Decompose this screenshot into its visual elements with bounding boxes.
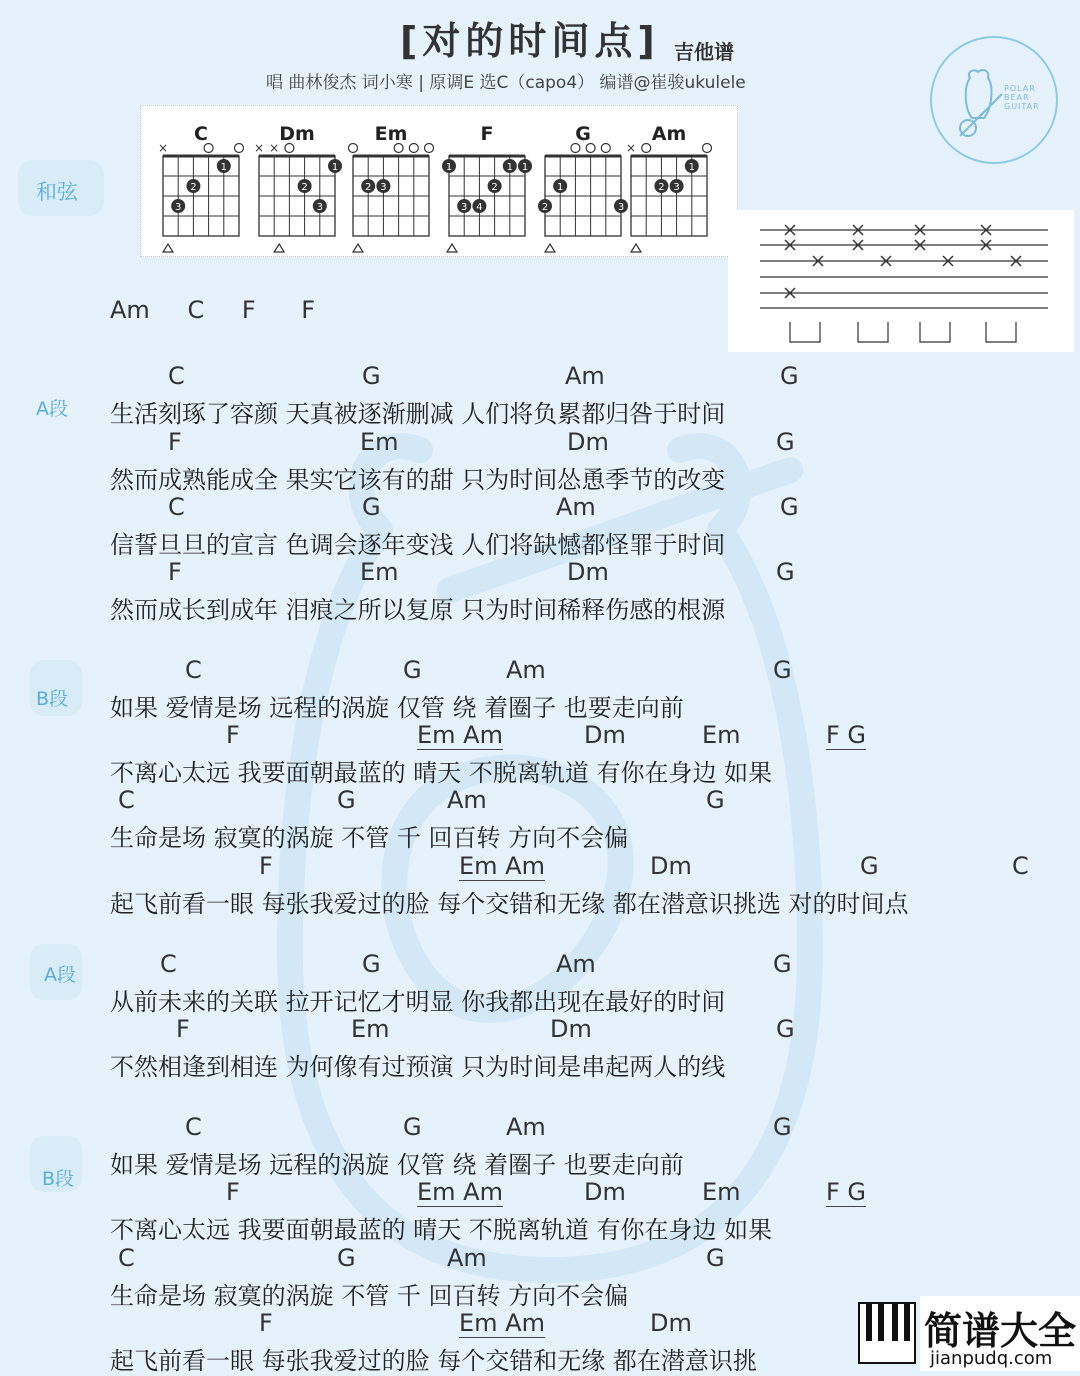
chord-label: Em Am	[417, 721, 503, 749]
open-string-mark	[349, 144, 358, 153]
section-tag-b: B段	[42, 1168, 75, 1190]
intro-chords	[110, 296, 315, 324]
lyric-line: 生活刻琢了容颜 天真被逐渐删减 人们将负累都归咎于时间	[110, 400, 726, 428]
chord-label: Em Am	[417, 1178, 503, 1206]
chord-label: F	[168, 428, 182, 456]
chord-label: G	[780, 362, 799, 390]
chord-label: C	[160, 950, 177, 978]
section-tag-a: A段	[44, 964, 76, 986]
chord-label: G	[773, 656, 792, 684]
open-string-mark	[425, 144, 434, 153]
finger-number: 3	[673, 182, 680, 193]
chord-label: C	[1012, 852, 1029, 880]
intro-chord: C	[187, 296, 205, 324]
chord-label: F	[168, 558, 182, 586]
chord-label: F	[226, 1178, 240, 1206]
mute-mark: ×	[625, 141, 637, 155]
lyric-line: 从前未来的关联 拉开记忆才明显 你我都出现在最好的时间	[110, 988, 726, 1016]
chord-label: Em	[702, 721, 741, 749]
chord-name: G	[575, 123, 591, 145]
chord-name: Dm	[279, 123, 315, 145]
chord-label: F	[176, 1015, 190, 1043]
finger-number: 1	[220, 162, 227, 173]
root-marker	[274, 244, 284, 252]
chord-label: G	[403, 1113, 422, 1141]
chord-label: Em	[351, 1015, 390, 1043]
finger-number: 1	[506, 162, 513, 173]
chord-label: G	[403, 656, 422, 684]
chord-label: C	[185, 656, 202, 684]
finger-number: 2	[301, 182, 308, 193]
chord-diagram-panel	[140, 105, 738, 257]
intro-chord: Am	[110, 296, 150, 324]
finger-number: 2	[541, 202, 549, 213]
section-tag-a: A段	[36, 398, 68, 420]
root-marker	[353, 244, 363, 252]
open-string-mark	[204, 144, 213, 153]
finger-number: 1	[331, 162, 339, 173]
lyric-line: 不离心太远 我要面朝最蓝的 晴天 不脱离轨道 有你在身边 如果	[110, 1216, 773, 1244]
chord-name: Em	[374, 123, 408, 145]
chord-label: G	[776, 558, 795, 586]
chord-label: G	[362, 950, 381, 978]
chord-label: C	[118, 786, 135, 814]
chord-label: Dm	[650, 1309, 692, 1337]
chord-label: G	[776, 428, 795, 456]
finger-number: 3	[380, 182, 387, 193]
chord-label: G	[776, 1015, 795, 1043]
finger-number: 3	[461, 202, 468, 213]
lyric-line: 不然相逢到相连 为何像有过预演 只为时间是串起两人的线	[110, 1053, 726, 1081]
chord-label: C	[185, 1113, 202, 1141]
chord-label: G	[773, 950, 792, 978]
chord-label: Em	[702, 1178, 741, 1206]
chord-label: Dm	[650, 852, 692, 880]
chord-label: C	[118, 1244, 135, 1272]
lyric-line: 然而成熟能成全 果实它该有的甜 只为时间怂恿季节的改变	[110, 466, 726, 494]
chord-label: F G	[826, 721, 867, 749]
mute-mark: ×	[157, 141, 169, 155]
strum-pattern-icon	[728, 210, 1074, 352]
lyric-line: 如果 爱情是场 远程的涡旋 仅管 绕 着圈子 也要走向前	[110, 694, 684, 722]
finger-number: 2	[190, 182, 197, 193]
open-string-mark	[703, 144, 712, 153]
chord-label: G	[780, 493, 799, 521]
open-string-mark	[235, 144, 244, 153]
finger-number: 2	[491, 182, 498, 193]
chord-label: Em	[360, 558, 399, 586]
root-marker	[545, 244, 555, 252]
chord-label: Am	[556, 493, 596, 521]
lyric-line: 生命是场 寂寞的涡旋 不管 千 回百转 方向不会偏	[110, 1282, 629, 1310]
chord-label: Em Am	[459, 852, 545, 880]
chord-label: G	[706, 1244, 725, 1272]
finger-number: 1	[688, 162, 695, 173]
chord-label: G	[337, 786, 356, 814]
open-string-mark	[601, 144, 610, 153]
chord-label: G	[860, 852, 879, 880]
finger-number: 3	[175, 202, 182, 213]
chord-label: Am	[565, 362, 605, 390]
chord-label: F	[259, 852, 273, 880]
chord-label: Am	[506, 1113, 546, 1141]
mute-mark: ×	[269, 141, 280, 155]
chord-label: Am	[556, 950, 596, 978]
lyric-line: 生命是场 寂寞的涡旋 不管 千 回百转 方向不会偏	[110, 824, 629, 852]
mute-mark: ×	[253, 141, 265, 155]
watermark-title: 简谱大全	[924, 1309, 1077, 1353]
finger-number: 2	[658, 182, 665, 193]
lyric-line: 起飞前看一眼 每张我爱过的脸 每个交错和无缘 都在潜意识挑	[110, 1347, 757, 1375]
intro-chord: F	[301, 296, 316, 324]
chord-name: F	[480, 123, 494, 145]
root-marker	[163, 244, 173, 252]
logo-text: POLAR BEAR GUITAR	[1004, 84, 1040, 111]
chord-label: Em	[360, 428, 399, 456]
chord-label: Am	[447, 1244, 487, 1272]
chord-name: C	[194, 123, 208, 145]
song-credits: 唱 曲林俊杰 词小寒 | 原调E 选C（capo4） 编谱@崔骏ukulele	[266, 73, 746, 93]
chord-label: F	[226, 721, 240, 749]
root-marker	[447, 244, 457, 252]
song-title: [对的时间点]	[400, 19, 660, 63]
watermark-url: jianpudq.com	[930, 1348, 1053, 1369]
lyric-line: 不离心太远 我要面朝最蓝的 晴天 不脱离轨道 有你在身边 如果	[110, 759, 773, 787]
section-tag-b: B段	[36, 688, 69, 710]
chord-label: Em Am	[459, 1309, 545, 1337]
chord-label: G	[706, 786, 725, 814]
finger-number: 3	[316, 202, 323, 213]
song-subtitle: 吉他谱	[674, 40, 734, 64]
chord-label: Dm	[550, 1015, 592, 1043]
finger-number: 1	[521, 162, 529, 173]
chord-label: C	[168, 362, 185, 390]
chord-label: F G	[826, 1178, 867, 1206]
root-marker	[631, 244, 641, 252]
finger-number: 3	[617, 202, 625, 213]
lyric-line: 然而成长到成年 泪痕之所以复原 只为时间稀释伤感的根源	[110, 596, 726, 624]
chord-label: C	[168, 493, 185, 521]
chord-label: Dm	[567, 428, 609, 456]
chord-label: Dm	[584, 721, 626, 749]
open-string-mark	[642, 144, 651, 153]
open-string-mark	[409, 144, 418, 153]
finger-number: 1	[557, 182, 564, 193]
chord-label: Am	[447, 786, 487, 814]
chord-label: G	[337, 1244, 356, 1272]
lyric-line: 信誓旦旦的宣言 色调会逐年变浅 人们将缺憾都怪罪于时间	[110, 531, 726, 559]
chord-label: G	[362, 493, 381, 521]
chord-label: G	[362, 362, 381, 390]
piano-icon	[858, 1302, 916, 1364]
finger-number: 1	[445, 162, 453, 173]
chord-label: Am	[506, 656, 546, 684]
lyric-line: 如果 爱情是场 远程的涡旋 仅管 绕 着圈子 也要走向前	[110, 1151, 684, 1179]
chords-label: 和弦	[36, 180, 78, 204]
finger-number: 2	[365, 182, 372, 193]
finger-number: 4	[476, 202, 483, 213]
strum-pattern-panel	[728, 210, 1074, 352]
intro-chord: F	[241, 296, 256, 324]
chord-label: F	[259, 1309, 273, 1337]
chord-label: Dm	[567, 558, 609, 586]
chord-label: G	[773, 1113, 792, 1141]
lyric-line: 起飞前看一眼 每张我爱过的脸 每个交错和无缘 都在潜意识挑选 对的时间点	[110, 890, 909, 918]
chord-diagrams	[141, 106, 737, 256]
chord-name: Am	[651, 123, 687, 145]
chord-label: Dm	[584, 1178, 626, 1206]
